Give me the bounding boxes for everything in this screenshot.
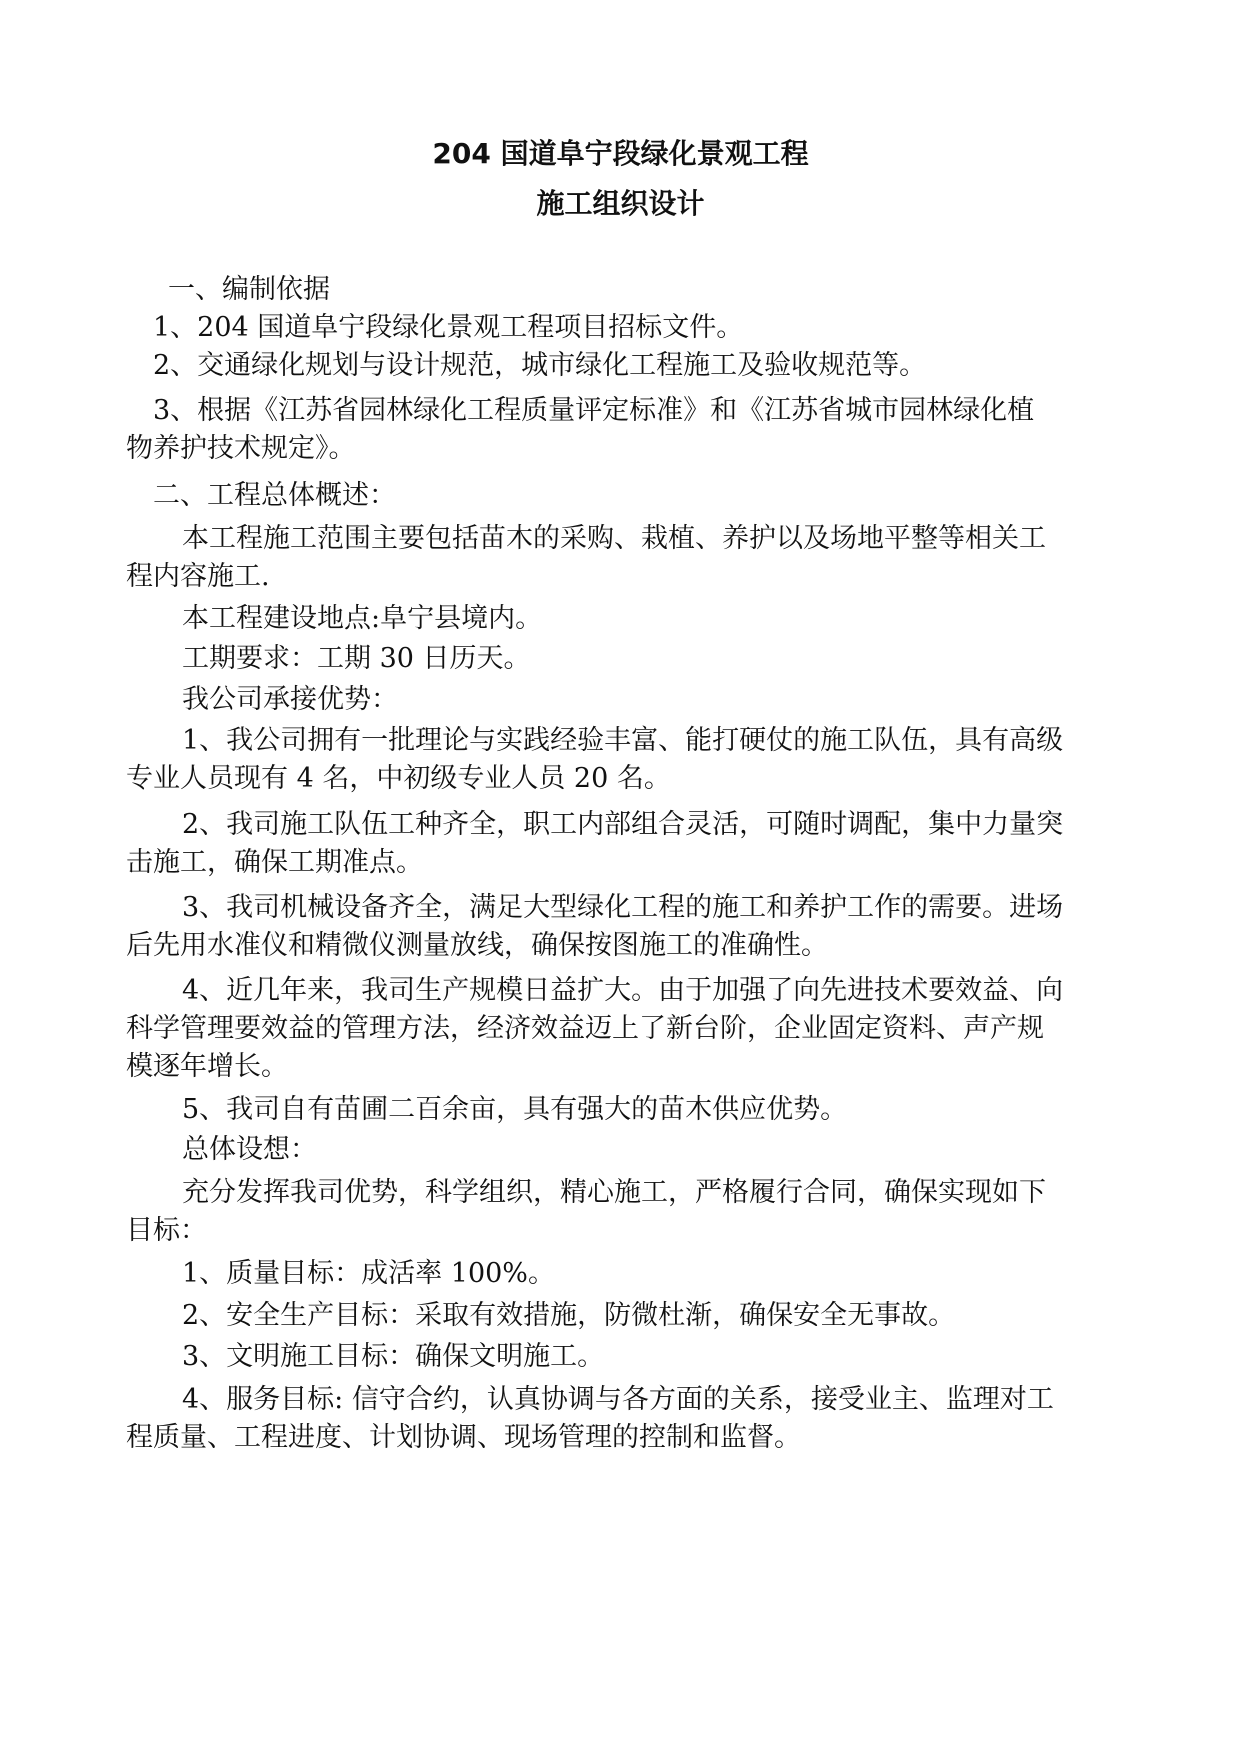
paragraph-line: 后先用水准仪和精微仪测量放线，确保按图施工的准确性。 bbox=[126, 930, 828, 961]
paragraph-line: 程内容施工. bbox=[126, 561, 270, 592]
paragraph-line: 工期要求：工期 30 日历天。 bbox=[182, 643, 531, 674]
paragraph-line: 3、文明施工目标：确保文明施工。 bbox=[182, 1341, 605, 1372]
paragraph-line: 3、根据《江苏省园林绿化工程质量评定标准》和《江苏省城市园林绿化植 bbox=[153, 395, 1035, 426]
paragraph-line: 模逐年增长。 bbox=[126, 1051, 288, 1082]
paragraph-line: 本工程施工范围主要包括苗木的采购、栽植、养护以及场地平整等相关工 bbox=[182, 523, 1046, 554]
document-title: 204 国道阜宁段绿化景观工程 bbox=[432, 137, 809, 170]
document-subtitle: 施工组织设计 bbox=[536, 187, 705, 220]
paragraph-line: 2、我司施工队伍工种齐全，职工内部组合灵活，可随时调配，集中力量突 bbox=[182, 809, 1064, 840]
paragraph-line: 总体设想： bbox=[182, 1134, 317, 1165]
section-heading-overview: 二、工程总体概述： bbox=[153, 480, 396, 511]
paragraph-line: 目标： bbox=[126, 1215, 207, 1246]
paragraph-line: 科学管理要效益的管理方法，经济效益迈上了新台阶，企业固定资料、声产规 bbox=[126, 1013, 1044, 1044]
paragraph-line: 2、交通绿化规划与设计规范，城市绿化工程施工及验收规范等。 bbox=[153, 350, 927, 381]
paragraph-line: 本工程建设地点:阜宁县境内。 bbox=[182, 603, 543, 634]
paragraph-line: 4、服务目标: 信守合约，认真协调与各方面的关系，接受业主、监理对工 bbox=[182, 1384, 1054, 1415]
paragraph-line: 1、204 国道阜宁段绿化景观工程项目招标文件。 bbox=[153, 312, 744, 343]
paragraph-line: 3、我司机械设备齐全，满足大型绿化工程的施工和养护工作的需要。进场 bbox=[182, 892, 1064, 923]
paragraph-line: 5、我司自有苗圃二百余亩，具有强大的苗木供应优势。 bbox=[182, 1094, 848, 1125]
section-heading-basis: 一、编制依据 bbox=[168, 274, 330, 305]
paragraph-line: 击施工，确保工期准点。 bbox=[126, 847, 423, 878]
paragraph-line: 1、我公司拥有一批理论与实践经验丰富、能打硬仗的施工队伍，具有高级 bbox=[182, 725, 1064, 756]
paragraph-line: 专业人员现有 4 名，中初级专业人员 20 名。 bbox=[126, 763, 671, 794]
paragraph-line: 我公司承接优势： bbox=[182, 684, 398, 715]
paragraph-line: 物养护技术规定》。 bbox=[126, 433, 356, 464]
paragraph-line: 1、质量目标：成活率 100%。 bbox=[182, 1258, 555, 1289]
paragraph-line: 4、近几年来，我司生产规模日益扩大。由于加强了向先进技术要效益、向 bbox=[182, 975, 1064, 1006]
paragraph-line: 2、安全生产目标：采取有效措施，防微杜渐，确保安全无事故。 bbox=[182, 1300, 956, 1331]
paragraph-line: 充分发挥我司优势，科学组织，精心施工，严格履行合同，确保实现如下 bbox=[182, 1177, 1046, 1208]
paragraph-line: 程质量、工程进度、计划协调、现场管理的控制和监督。 bbox=[126, 1422, 801, 1453]
